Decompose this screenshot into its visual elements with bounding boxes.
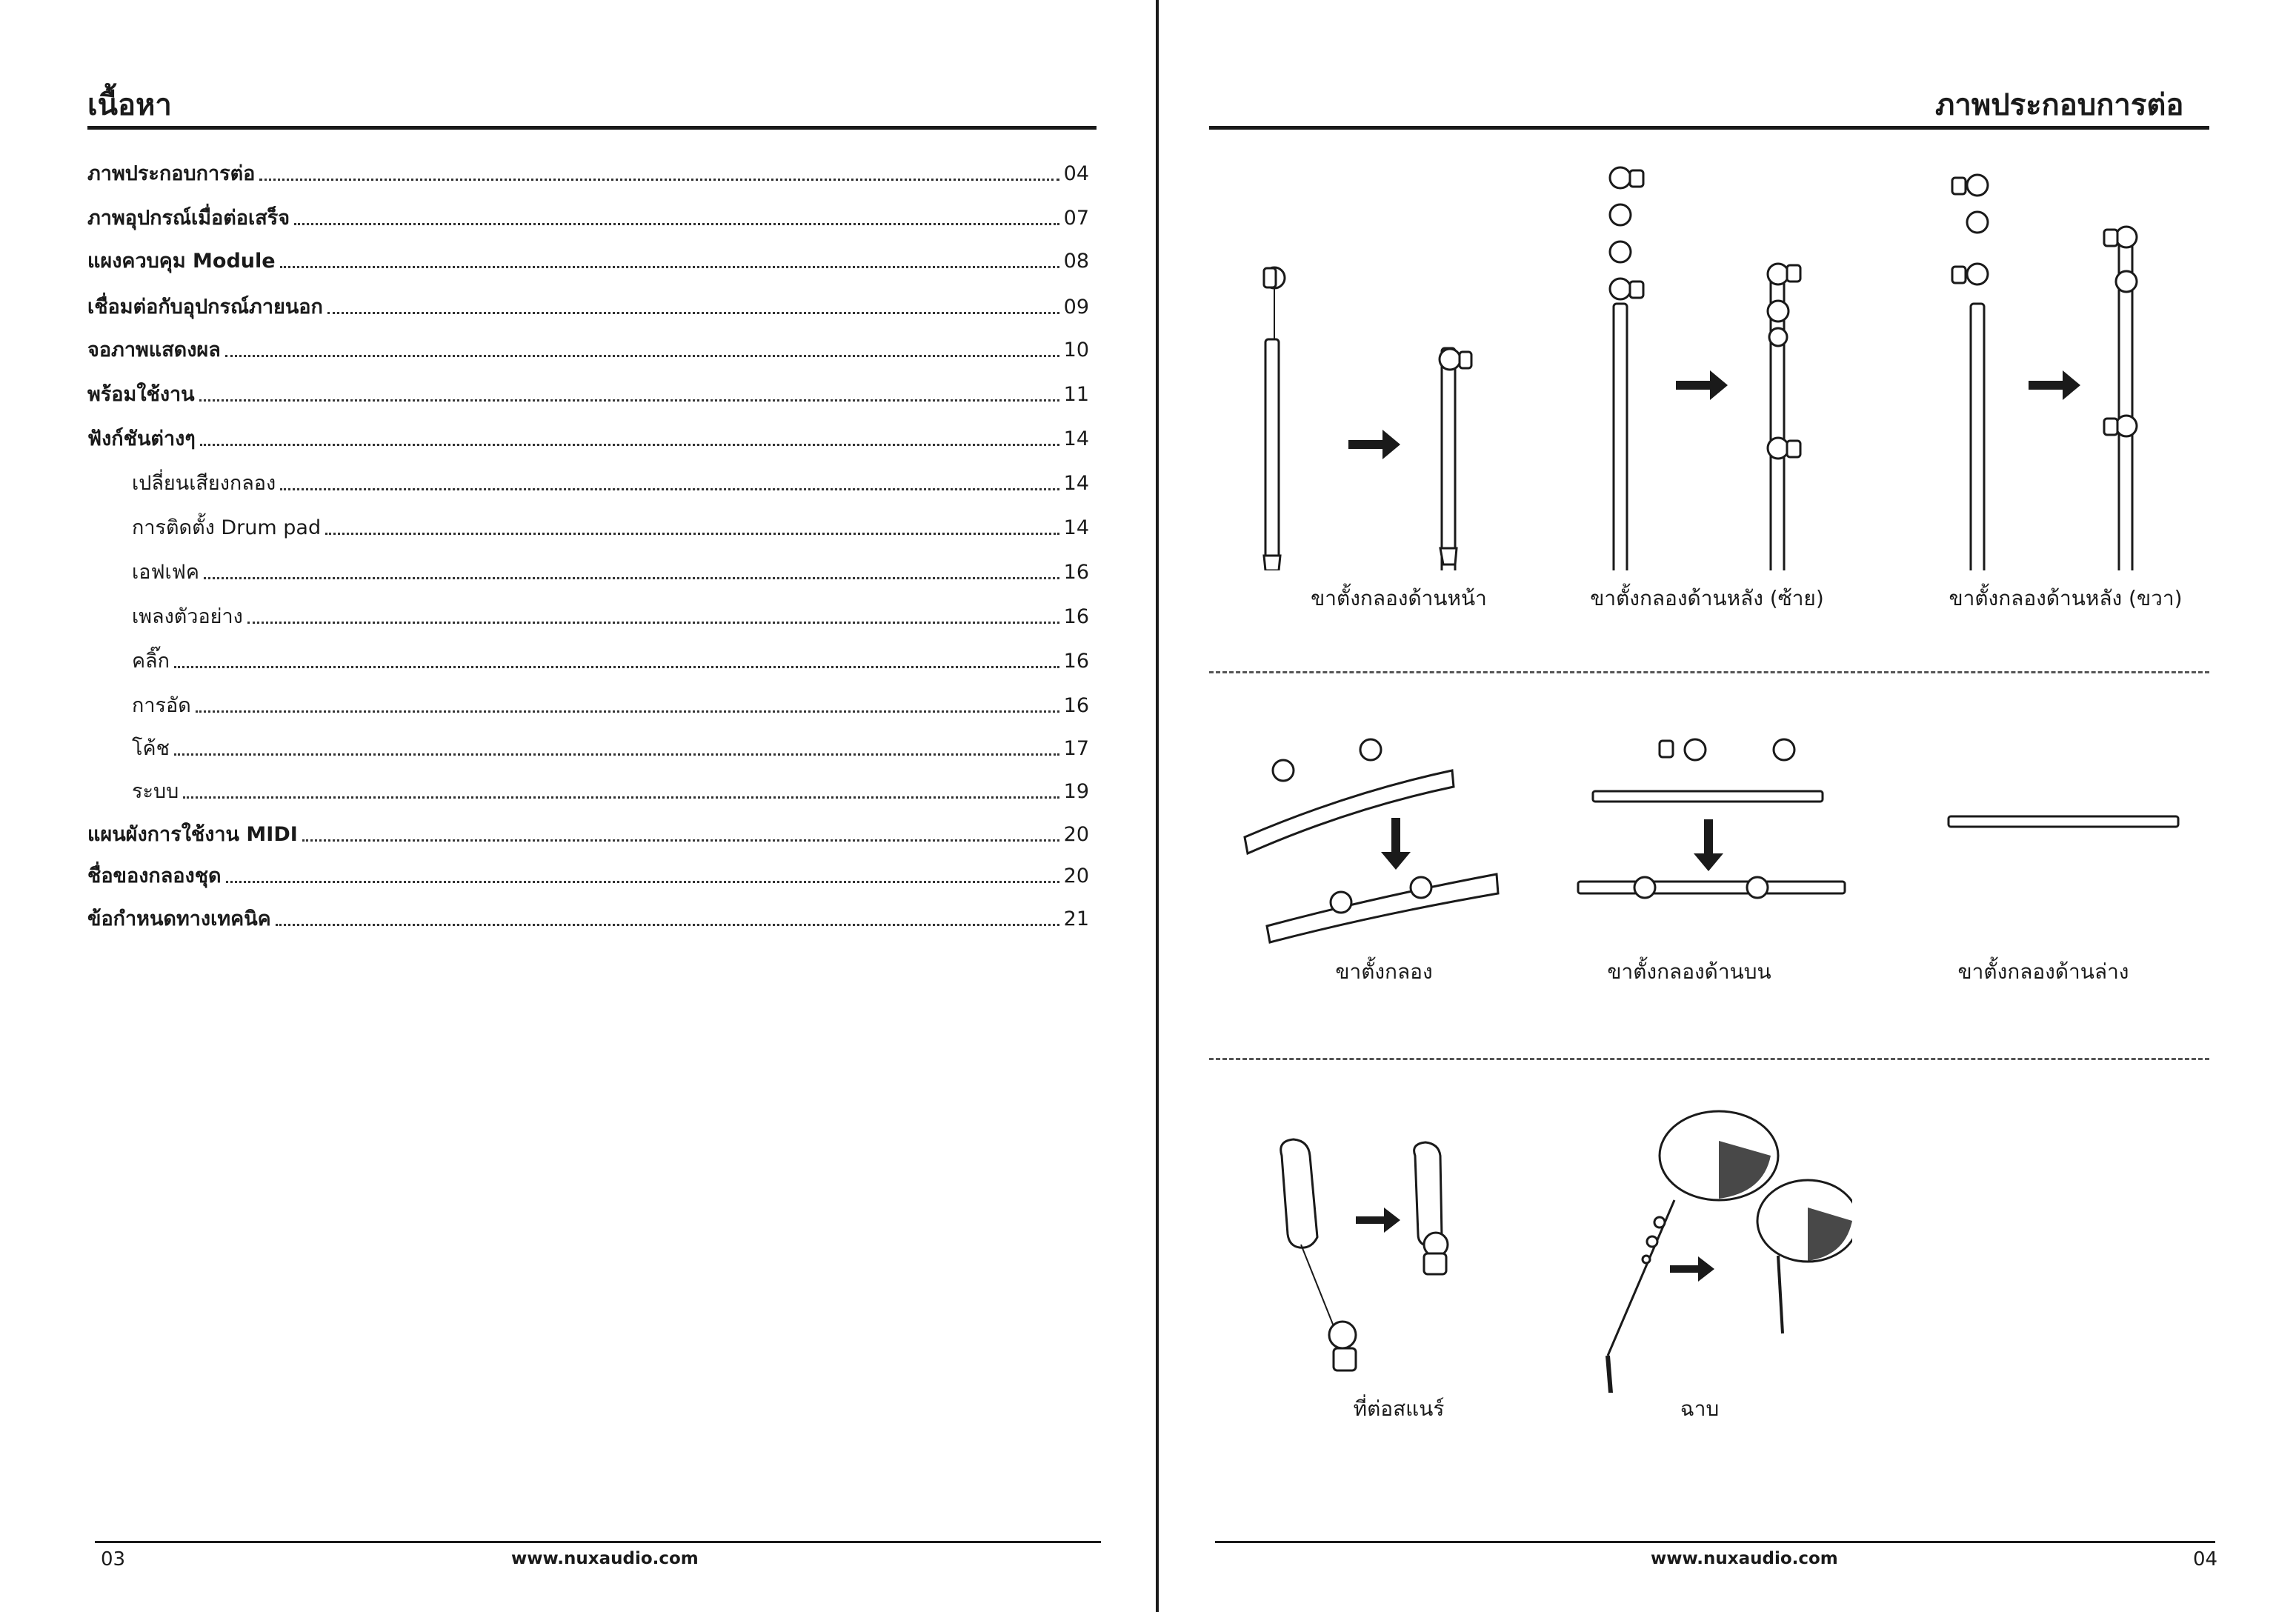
caption-lower-stand: ขาตั้งกลองด้านล่าง (1957, 959, 2129, 984)
caption-stand: ขาตั้งกลอง (1335, 959, 1433, 984)
toc-leader-dots (226, 881, 1059, 883)
upper-stand-bar-illustration (1578, 739, 1845, 898)
toc-entry-page: 04 (1063, 162, 1089, 185)
toc-entry (132, 556, 1089, 585)
toc-leader-dots (225, 355, 1059, 357)
toc-leader-dots (199, 399, 1059, 402)
toc-entry-label: ชื่อของกลองชุด (87, 865, 222, 887)
toc-leader-dots (204, 577, 1059, 579)
toc-entry-label: การอัด (132, 694, 191, 717)
arrow-right-icon (2029, 370, 2080, 400)
page-number: 04 (2193, 1548, 2218, 1571)
stand-bar-illustration (1245, 739, 1498, 942)
toc-entry (132, 645, 1089, 674)
toc-entry-page: 20 (1063, 823, 1089, 846)
toc-entry-label: ระบบ (132, 780, 179, 803)
toc-leader-dots (174, 753, 1059, 756)
toc-leader-dots (174, 666, 1059, 668)
toc-entry-page: 19 (1063, 780, 1089, 803)
toc-entry-label: เปลี่ยนเสียงกลอง (132, 472, 276, 495)
toc-entry (87, 378, 1089, 407)
toc-entry (132, 511, 1089, 541)
toc-entry-page: 09 (1063, 296, 1089, 319)
toc-entry-label: โค้ช (132, 737, 170, 760)
toc-leader-dots (276, 924, 1059, 926)
caption-front-stand: ขาตั้งกลองด้านหน้า (1311, 586, 1487, 610)
footer-rule (95, 1541, 1101, 1543)
toc-entry (132, 775, 1089, 805)
book-spine (1156, 0, 1159, 1612)
cymbal-illustration (1608, 1111, 1852, 1393)
toc-leader-dots (259, 179, 1059, 181)
toc-leader-dots (200, 444, 1059, 446)
toc-entry-label: เพลงตัวอย่าง (132, 605, 243, 628)
toc-entry-label: คลิ๊ก (132, 650, 170, 673)
rear-stand-left-illustration (1610, 167, 1800, 570)
caption-rear-stand-right: ขาตั้งกลองด้านหลัง (ขวา) (1949, 586, 2183, 610)
toc-entry (132, 600, 1089, 630)
toc-entry (132, 689, 1089, 719)
page-title: เนื้อหา (87, 88, 172, 122)
toc-entry (87, 157, 1089, 187)
arrow-down-icon (1381, 818, 1411, 870)
section-divider (1209, 671, 2209, 673)
toc-leader-dots (302, 839, 1059, 842)
toc-leader-dots (280, 266, 1059, 268)
toc-entry-page: 07 (1063, 207, 1089, 230)
toc-leader-dots (196, 710, 1059, 713)
toc-entry-page: 21 (1063, 907, 1089, 930)
caption-rear-stand-left: ขาตั้งกลองด้านหลัง (ซ้าย) (1590, 586, 1824, 610)
arrow-right-icon (1348, 430, 1400, 459)
toc-entry (87, 422, 1089, 452)
section-divider (1209, 1058, 2209, 1060)
toc-entry (87, 859, 1089, 889)
lower-stand-bar-illustration (1949, 816, 2178, 827)
toc-entry-page: 08 (1063, 250, 1089, 273)
toc-entry-page: 11 (1063, 383, 1089, 406)
footer-url: www.nuxaudio.com (511, 1549, 699, 1568)
toc-entry-label: เชื่อมต่อกับอุปกรณ์ภายนอก (87, 296, 323, 319)
toc-entry (132, 732, 1089, 762)
toc-entry-page: 16 (1063, 694, 1089, 717)
toc-leader-dots (327, 312, 1059, 314)
snare-mount-illustration (1281, 1139, 1448, 1370)
front-stand-illustration (1264, 267, 1471, 570)
toc-entry-label: พร้อมใช้งาน (87, 383, 195, 406)
toc-entry-page: 16 (1063, 605, 1089, 628)
toc-entry-label: เอฟเฟค (132, 561, 199, 584)
toc-entry-page: 16 (1063, 650, 1089, 673)
toc-leader-dots (325, 533, 1059, 535)
toc-entry (132, 467, 1089, 496)
toc-leader-dots (280, 488, 1059, 490)
footer-rule (1215, 1541, 2215, 1543)
arrow-right-icon (1670, 1256, 1714, 1282)
stand-assembly-illustrations-row1 (1245, 156, 2208, 570)
toc-leader-dots (294, 223, 1059, 225)
toc-entry-page: 14 (1063, 427, 1089, 450)
title-rule (87, 126, 1097, 130)
toc-entry (87, 902, 1089, 932)
toc-entry-label: ฟังก์ชันต่างๆ (87, 427, 196, 450)
arrow-down-icon (1694, 819, 1723, 871)
caption-snare-mount: ที่ต่อสแนร์ (1353, 1396, 1445, 1421)
toc-entry-label: ข้อกำหนดทางเทคนิค (87, 907, 271, 930)
toc-entry (87, 244, 1089, 274)
page-number: 03 (101, 1548, 126, 1571)
toc-leader-dots (247, 622, 1059, 624)
arrow-right-icon (1676, 370, 1728, 400)
toc-entry-label: ภาพอุปกรณ์เมื่อต่อเสร็จ (87, 207, 290, 230)
toc-entry (87, 333, 1089, 363)
toc-entry-label: การติดตั้ง Drum pad (132, 516, 322, 539)
footer-url: www.nuxaudio.com (1651, 1549, 1838, 1568)
toc-entry-label: ภาพประกอบการต่อ (87, 162, 256, 185)
toc-entry-page: 14 (1063, 516, 1089, 539)
title-rule (1209, 126, 2209, 130)
toc-entry-page: 16 (1063, 561, 1089, 584)
toc-entry (87, 202, 1089, 231)
snare-and-cymbal-illustrations (1260, 1096, 1852, 1393)
toc-entry (87, 290, 1089, 320)
caption-upper-stand: ขาตั้งกลองด้านบน (1607, 959, 1771, 984)
page-title: ภาพประกอบการต่อ (1935, 88, 2184, 122)
toc-entry-label: จอภาพแสดงผล (87, 339, 221, 362)
toc-entry-label: แผงควบคุม Module (87, 250, 276, 273)
toc-entry-label: แผนผังการใช้งาน MIDI (87, 823, 298, 846)
caption-cymbal: ฉาบ (1680, 1396, 1720, 1421)
toc-entry (87, 818, 1089, 847)
arrow-right-icon (1356, 1208, 1400, 1233)
toc-entry-page: 17 (1063, 737, 1089, 760)
toc-leader-dots (183, 796, 1059, 799)
toc-entry-page: 10 (1063, 339, 1089, 362)
toc-entry-page: 14 (1063, 472, 1089, 495)
toc-entry-page: 20 (1063, 865, 1089, 887)
